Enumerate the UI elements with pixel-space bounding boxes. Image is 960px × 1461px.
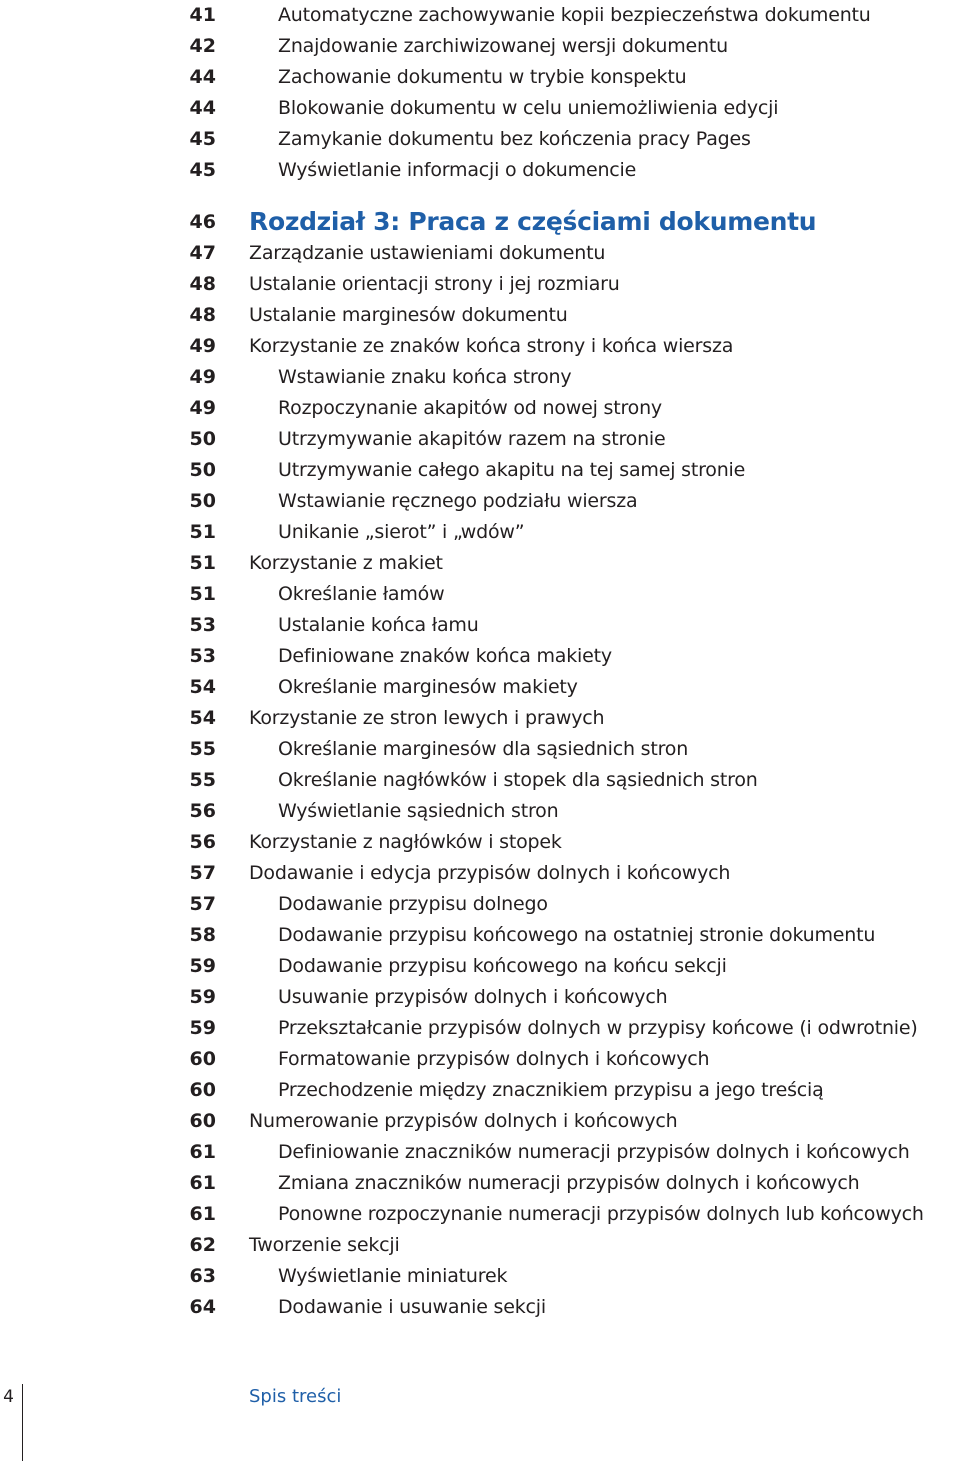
toc-page-number: 53 xyxy=(189,614,216,636)
toc-entry xyxy=(0,62,960,93)
toc-entry xyxy=(0,734,960,765)
toc-entry xyxy=(0,1168,960,1199)
toc-entry-title: Przekształcanie przypisów dolnych w przypisy końcowe (i odwrotnie) xyxy=(278,1017,918,1039)
toc-page-number: 54 xyxy=(189,676,216,698)
toc-page-number: 50 xyxy=(189,428,216,450)
toc-entry-title: Wstawianie ręcznego podziału wiersza xyxy=(278,490,638,512)
toc-page-number: 57 xyxy=(189,862,216,884)
toc-page-number: 55 xyxy=(189,738,216,760)
toc-page-number: 53 xyxy=(189,645,216,667)
toc-entry-title: Określanie marginesów dla sąsiednich stron xyxy=(278,738,689,760)
toc-entry xyxy=(0,486,960,517)
toc-entry xyxy=(0,1013,960,1044)
toc-entry xyxy=(0,424,960,455)
toc-entry xyxy=(0,1044,960,1075)
toc-entry-title: Określanie nagłówków i stopek dla sąsiednich stron xyxy=(278,769,758,791)
toc-entry-title: Znajdowanie zarchiwizowanej wersji dokumentu xyxy=(278,35,728,57)
toc-entry-title: Blokowanie dokumentu w celu uniemożliwienia edycji xyxy=(278,97,779,119)
toc-entry-title: Zarządzanie ustawieniami dokumentu xyxy=(249,242,606,264)
page-number: 4 xyxy=(3,1387,14,1407)
toc-entry xyxy=(0,455,960,486)
toc-page-number: 45 xyxy=(189,159,216,181)
toc-entry xyxy=(0,951,960,982)
toc-entry xyxy=(0,796,960,827)
toc-page-number: 50 xyxy=(189,459,216,481)
toc-entry xyxy=(0,1075,960,1106)
toc-entry xyxy=(0,517,960,548)
toc-entry-title: Usuwanie przypisów dolnych i końcowych xyxy=(278,986,668,1008)
toc-chapter-heading xyxy=(0,202,960,242)
toc-page-number: 49 xyxy=(189,335,216,357)
toc-page-number: 64 xyxy=(189,1296,216,1318)
toc-entry xyxy=(0,641,960,672)
toc-entry xyxy=(0,1230,960,1261)
toc-page-number: 58 xyxy=(189,924,216,946)
toc-entry xyxy=(0,889,960,920)
toc-entry-title: Określanie marginesów makiety xyxy=(278,676,578,698)
toc-entry xyxy=(0,155,960,186)
toc-page-number: 51 xyxy=(189,552,216,574)
toc-entry xyxy=(0,1199,960,1230)
toc-entry-title: Definiowane znaków końca makiety xyxy=(278,645,612,667)
toc-entry xyxy=(0,331,960,362)
toc-entry-title: Ponowne rozpoczynanie numeracji przypisów dolnych lub końcowych xyxy=(278,1203,924,1225)
toc-entry xyxy=(0,1292,960,1323)
toc-entry xyxy=(0,93,960,124)
toc-entry xyxy=(0,579,960,610)
toc-page-number: 59 xyxy=(189,955,216,977)
toc-entry-title: Utrzymywanie akapitów razem na stronie xyxy=(278,428,666,450)
toc-entry-title: Formatowanie przypisów dolnych i końcowych xyxy=(278,1048,710,1070)
toc-page-number: 61 xyxy=(189,1141,216,1163)
toc-entry-title: Zamykanie dokumentu bez kończenia pracy Pages xyxy=(278,128,751,150)
toc-page-number: 59 xyxy=(189,1017,216,1039)
toc-entry xyxy=(0,393,960,424)
toc-page-number: 49 xyxy=(189,366,216,388)
toc-page-number: 55 xyxy=(189,769,216,791)
toc-entry-title: Dodawanie przypisu dolnego xyxy=(278,893,548,915)
toc-page-number: 63 xyxy=(189,1265,216,1287)
toc-entry-title: Rozdział 3: Praca z częściami dokumentu xyxy=(249,207,817,236)
toc-entry xyxy=(0,858,960,889)
toc-entry-title: Korzystanie ze stron lewych i prawych xyxy=(249,707,605,729)
toc-entry-title: Ustalanie marginesów dokumentu xyxy=(249,304,568,326)
toc-entry xyxy=(0,672,960,703)
toc-entry-title: Dodawanie i edycja przypisów dolnych i końcowych xyxy=(249,862,731,884)
toc-entry xyxy=(0,300,960,331)
toc-page-number: 62 xyxy=(189,1234,216,1256)
toc-entry-title: Numerowanie przypisów dolnych i końcowych xyxy=(249,1110,678,1132)
toc-entry-title: Dodawanie i usuwanie sekcji xyxy=(278,1296,546,1318)
toc-page-number: 51 xyxy=(189,583,216,605)
toc-entry xyxy=(0,982,960,1013)
toc-page-number: 51 xyxy=(189,521,216,543)
toc-page-number: 61 xyxy=(189,1203,216,1225)
toc-entry-title: Korzystanie z nagłówków i stopek xyxy=(249,831,562,853)
toc-entry-title: Określanie łamów xyxy=(278,583,445,605)
toc-page-number: 50 xyxy=(189,490,216,512)
toc-entry-title: Wstawianie znaku końca strony xyxy=(278,366,572,388)
toc-entry-title: Dodawanie przypisu końcowego na ostatniej stronie dokumentu xyxy=(278,924,876,946)
toc-entry-title: Dodawanie przypisu końcowego na końcu sekcji xyxy=(278,955,727,977)
toc-page-number: 56 xyxy=(189,831,216,853)
toc-entry-title: Przechodzenie między znacznikiem przypisu a jego treścią xyxy=(278,1079,824,1101)
toc-page-number: 57 xyxy=(189,893,216,915)
toc-entry-title: Korzystanie z makiet xyxy=(249,552,443,574)
toc-page-number: 61 xyxy=(189,1172,216,1194)
toc-entry-title: Definiowanie znaczników numeracji przypisów dolnych i końcowych xyxy=(278,1141,910,1163)
toc-entry xyxy=(0,610,960,641)
toc-page-number: 54 xyxy=(189,707,216,729)
toc-entry xyxy=(0,0,960,31)
toc-page-number: 59 xyxy=(189,986,216,1008)
toc-page-number: 48 xyxy=(189,273,216,295)
toc-entry xyxy=(0,548,960,579)
toc-page-number: 60 xyxy=(189,1110,216,1132)
toc-entry-title: Wyświetlanie sąsiednich stron xyxy=(278,800,559,822)
toc-entry xyxy=(0,1261,960,1292)
toc-page-number: 44 xyxy=(189,66,216,88)
toc-entry-title: Ustalanie końca łamu xyxy=(278,614,479,636)
toc-page-number: 47 xyxy=(189,242,216,264)
toc-entry-title: Wyświetlanie miniaturek xyxy=(278,1265,508,1287)
footer-divider xyxy=(22,1384,23,1461)
toc-entry xyxy=(0,31,960,62)
toc-entry xyxy=(0,269,960,300)
toc-page-number: 48 xyxy=(189,304,216,326)
toc-page-number: 42 xyxy=(189,35,216,57)
toc-entry xyxy=(0,827,960,858)
toc-entry-title: Ustalanie orientacji strony i jej rozmiaru xyxy=(249,273,620,295)
toc-entry xyxy=(0,1137,960,1168)
toc-entry xyxy=(0,1106,960,1137)
toc-entry-title: Zmiana znaczników numeracji przypisów dolnych i końcowych xyxy=(278,1172,860,1194)
toc-entry-title: Automatyczne zachowywanie kopii bezpieczeństwa dokumentu xyxy=(278,4,871,26)
toc-entry-title: Korzystanie ze znaków końca strony i końca wiersza xyxy=(249,335,734,357)
toc-entry xyxy=(0,124,960,155)
toc-entry-title: Zachowanie dokumentu w trybie konspektu xyxy=(278,66,687,88)
section-title: Spis treści xyxy=(249,1386,342,1407)
toc-entry xyxy=(0,765,960,796)
toc-entry-title: Utrzymywanie całego akapitu na tej samej stronie xyxy=(278,459,746,481)
toc-page-number: 41 xyxy=(189,4,216,26)
toc-page-number: 49 xyxy=(189,397,216,419)
toc-entry xyxy=(0,238,960,269)
toc-entry-title: Unikanie „sierot” i „wdów” xyxy=(278,521,525,543)
toc-page-number: 46 xyxy=(189,211,216,233)
toc-page-number: 45 xyxy=(189,128,216,150)
toc-entry-title: Rozpoczynanie akapitów od nowej strony xyxy=(278,397,662,419)
toc-entry-title: Wyświetlanie informacji o dokumencie xyxy=(278,159,637,181)
toc-entry xyxy=(0,362,960,393)
toc-page-number: 44 xyxy=(189,97,216,119)
toc-entry xyxy=(0,920,960,951)
toc-page-number: 60 xyxy=(189,1079,216,1101)
toc-page-number: 60 xyxy=(189,1048,216,1070)
toc-page-number: 56 xyxy=(189,800,216,822)
toc-entry-title: Tworzenie sekcji xyxy=(249,1234,400,1256)
toc-entry xyxy=(0,703,960,734)
